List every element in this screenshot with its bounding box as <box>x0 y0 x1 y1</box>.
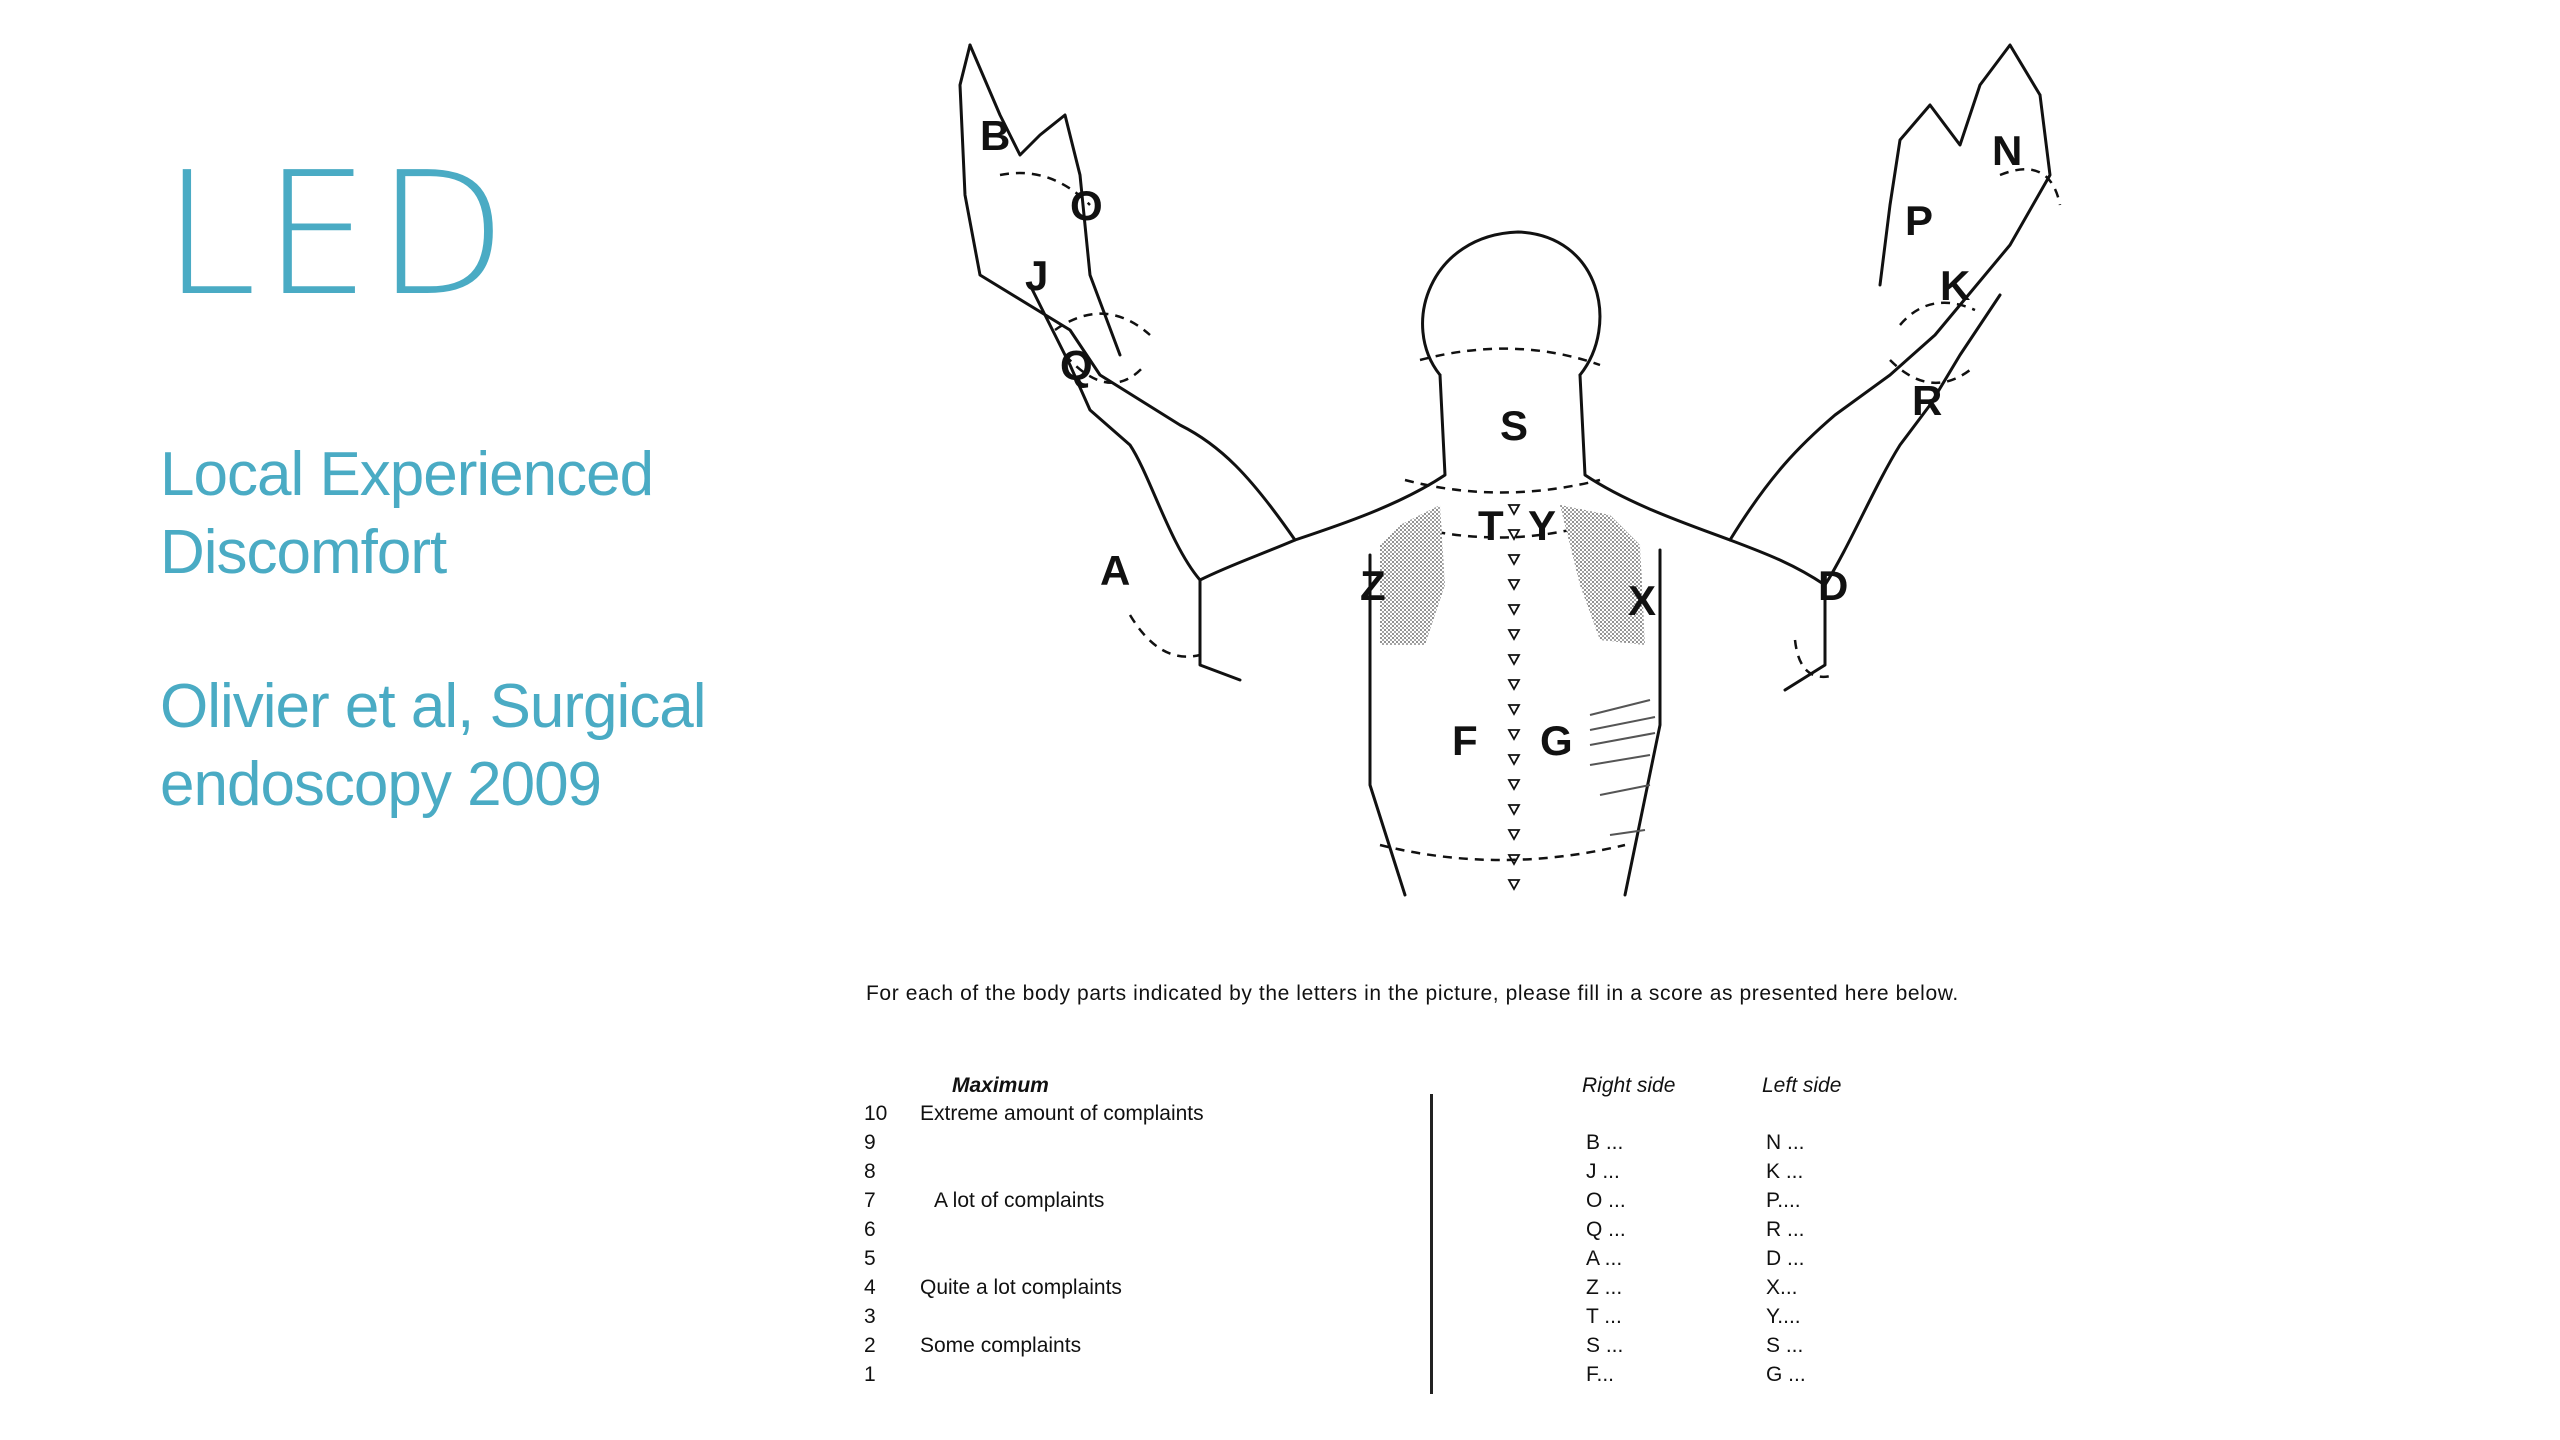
right-side-item: Q ... <box>1586 1218 1626 1241</box>
scale-description: A lot of complaints <box>934 1189 1105 1212</box>
label-p: P <box>1905 197 1934 244</box>
instruction-text: For each of the body parts indicated by the letters in the picture, please fill in a score as presented here below. <box>866 982 1959 1005</box>
label-n: N <box>1992 127 2023 174</box>
subtitle-led-definition <box>160 436 780 592</box>
label-j: J <box>1025 252 1049 299</box>
left-side-header: Left side <box>1762 1074 1842 1097</box>
label-q: Q <box>1060 342 1093 389</box>
right-side-item: J ... <box>1586 1160 1620 1183</box>
right-side-item: Z ... <box>1586 1276 1623 1299</box>
scale-number: 8 <box>864 1160 876 1183</box>
scale-number: 9 <box>864 1131 876 1154</box>
right-side-item: T ... <box>1586 1305 1622 1328</box>
scale-description: Extreme amount of complaints <box>920 1102 1204 1125</box>
right-side-item: B ... <box>1586 1131 1624 1154</box>
subtitle-citation <box>160 668 780 824</box>
left-side-item: Y.... <box>1766 1305 1801 1328</box>
left-side-item: N ... <box>1766 1131 1805 1154</box>
label-t: T <box>1478 502 1504 549</box>
label-b: B <box>980 112 1011 159</box>
left-side-item: D ... <box>1766 1247 1805 1270</box>
subtitle-line: endoscopy 2009 <box>160 750 602 819</box>
right-side-item: O ... <box>1586 1189 1626 1212</box>
label-y: Y <box>1528 502 1557 549</box>
left-side-item: R ... <box>1766 1218 1805 1241</box>
left-side-item: G ... <box>1766 1363 1806 1386</box>
left-side-item: K ... <box>1766 1160 1804 1183</box>
shaded-region-z <box>1380 505 1445 645</box>
scale-number: 10 <box>864 1102 888 1125</box>
right-side-item: S ... <box>1586 1334 1624 1357</box>
label-d: D <box>1818 562 1849 609</box>
label-a: A <box>1100 547 1131 594</box>
right-side-header: Right side <box>1582 1074 1676 1097</box>
body-diagram <box>900 25 2120 920</box>
scale-description: Quite a lot complaints <box>920 1276 1122 1299</box>
scale-number: 6 <box>864 1218 876 1241</box>
label-g: G <box>1540 717 1573 764</box>
label-s: S <box>1500 402 1529 449</box>
scale-header: Maximum <box>952 1074 1049 1097</box>
right-side-item: F... <box>1586 1363 1615 1386</box>
slide-title: LED <box>162 136 514 334</box>
label-r: R <box>1912 377 1943 424</box>
scale-number: 2 <box>864 1334 876 1357</box>
left-side-item: S ... <box>1766 1334 1804 1357</box>
right-side-item: A ... <box>1586 1247 1623 1270</box>
subtitle-line: Olivier et al, Surgical <box>160 672 706 741</box>
scale-number: 3 <box>864 1305 876 1328</box>
scale-number: 5 <box>864 1247 876 1270</box>
left-side-item: P.... <box>1766 1189 1801 1212</box>
head-outline <box>1423 232 1600 375</box>
label-x: X <box>1628 577 1657 624</box>
scale-number: 1 <box>864 1363 876 1386</box>
scale-number: 4 <box>864 1276 876 1299</box>
label-f: F <box>1452 717 1478 764</box>
label-k: K <box>1940 262 1971 309</box>
left-side-item: X... <box>1766 1276 1798 1299</box>
subtitle-line: Local Experienced <box>160 440 654 509</box>
scale-description: Some complaints <box>920 1334 1082 1357</box>
vertical-divider <box>1430 1094 1433 1394</box>
label-z: Z <box>1360 562 1386 609</box>
shaded-region-x <box>1560 505 1645 645</box>
scale-number: 7 <box>864 1189 876 1212</box>
label-o: O <box>1070 182 1103 229</box>
subtitle-line: Discomfort <box>160 518 447 587</box>
